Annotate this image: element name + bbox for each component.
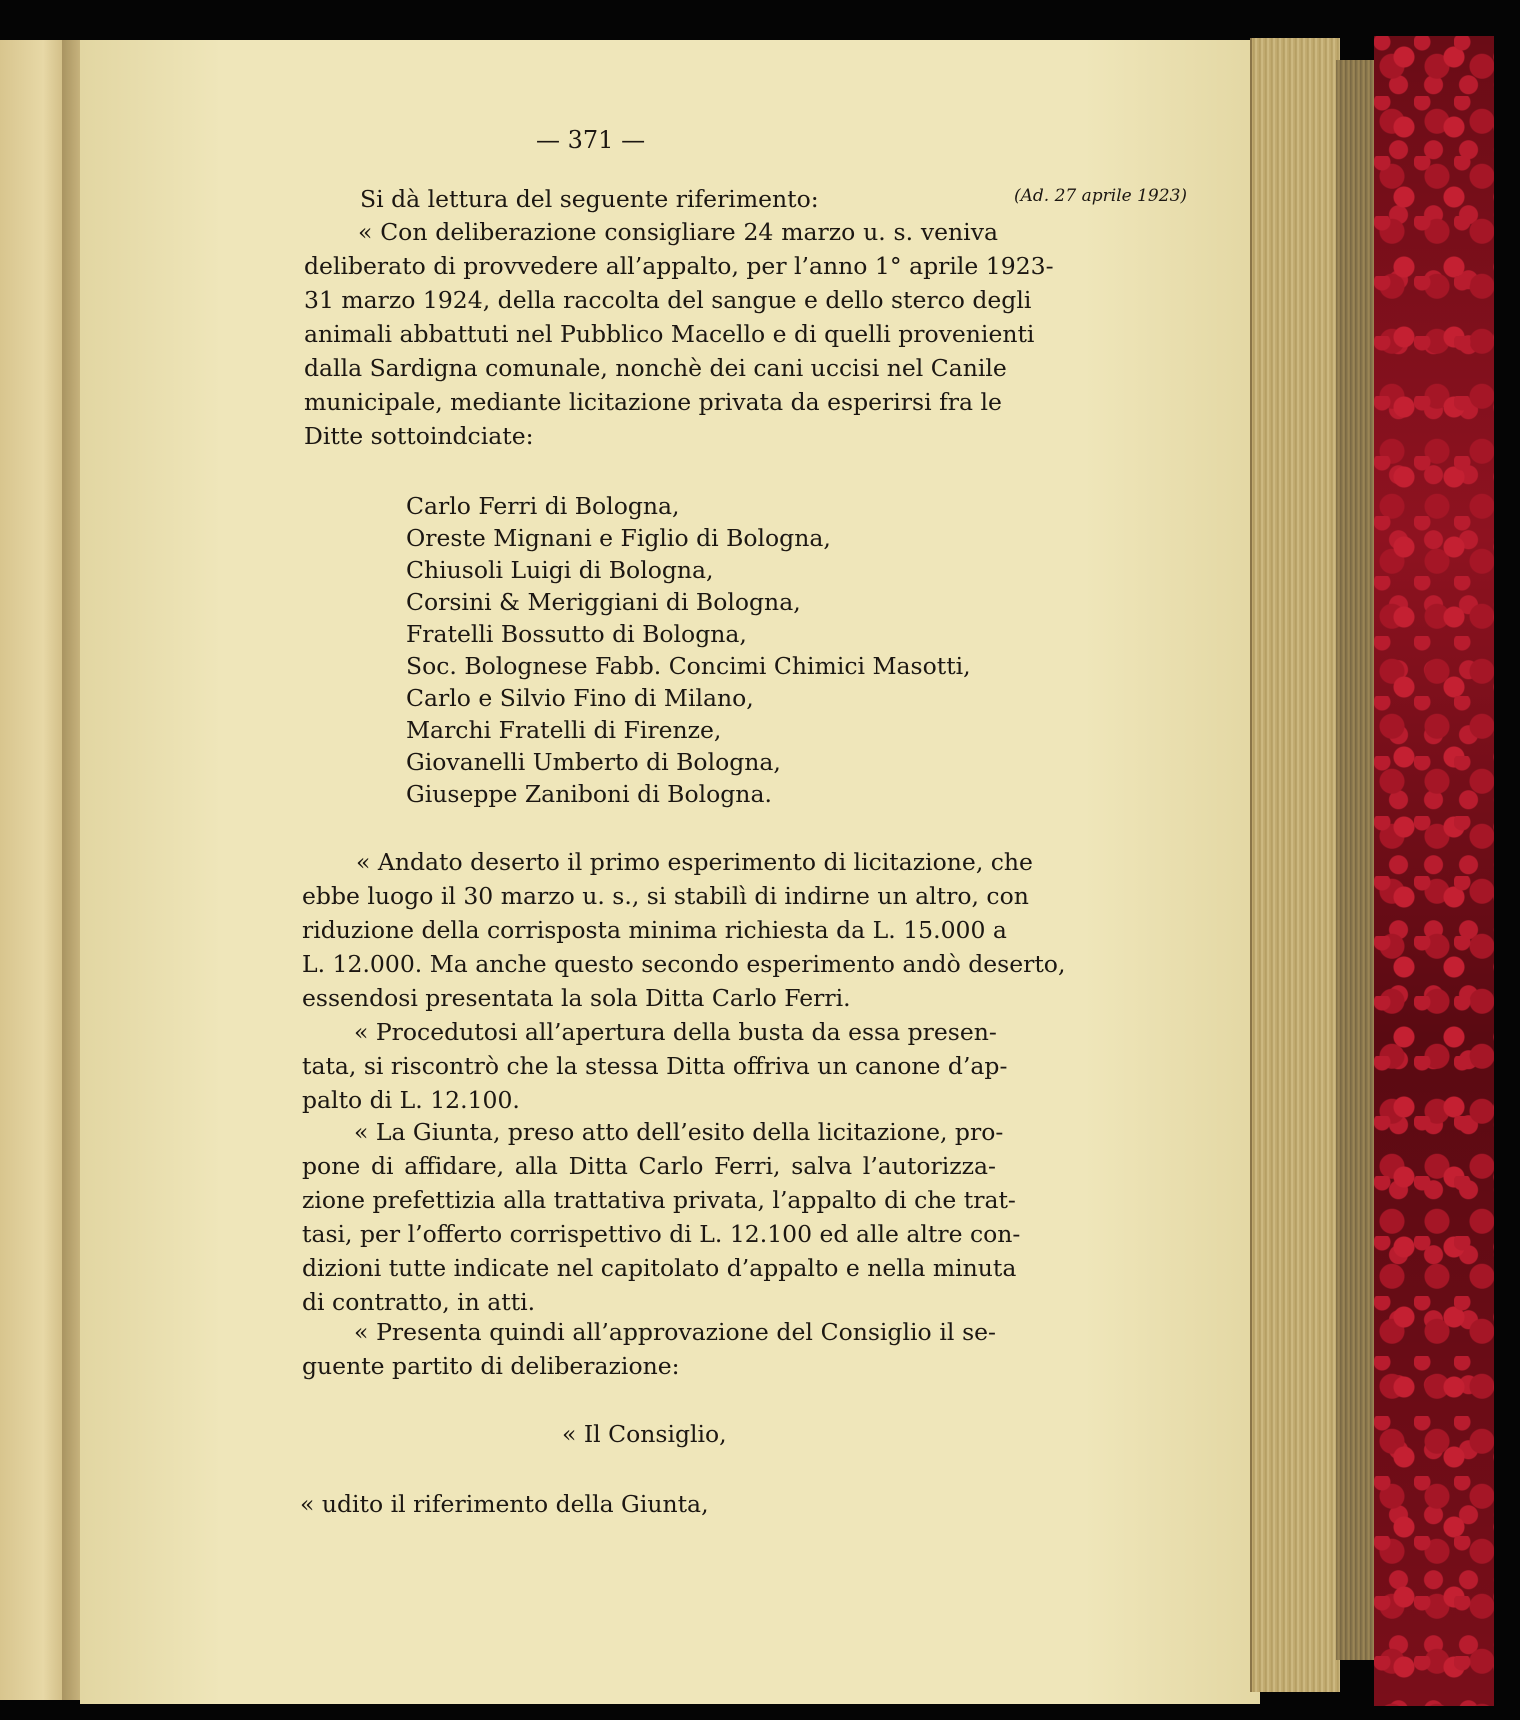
paragraph-4-line: tasi, per l’offerto corrispettivo di L. 12.100 ed alle altre con- — [302, 1220, 1021, 1248]
consiglio-heading: « Il Consiglio, — [562, 1420, 727, 1448]
paragraph-4-line: « La Giunta, preso atto dell’esito della licitazione, pro- — [354, 1118, 1004, 1146]
final-line: « udito il riferimento della Giunta, — [300, 1490, 709, 1518]
paragraph-1-line: Ditte sottoindciate: — [304, 422, 534, 450]
margin-note-date: (Ad. 27 aprile 1923) — [1014, 186, 1188, 206]
firm-list-item: Fratelli Bossutto di Bologna, — [406, 620, 747, 648]
paragraph-2-line: L. 12.000. Ma anche questo secondo esperimento andò deserto, — [302, 950, 1066, 978]
paragraph-1-line: animali abbattuti nel Pubblico Macello e di quelli provenienti — [304, 320, 1035, 348]
firm-list-item: Corsini & Meriggiani di Bologna, — [406, 588, 801, 616]
firm-list-item: Soc. Bolognese Fabb. Concimi Chimici Masotti, — [406, 652, 971, 680]
paragraph-2-line: « Andato deserto il primo esperimento di licitazione, che — [356, 848, 1033, 876]
paragraph-3-line: tata, si riscontrò che la stessa Ditta offriva un canone d’ap- — [302, 1052, 1008, 1080]
firm-list-item: Giovanelli Umberto di Bologna, — [406, 748, 781, 776]
firm-list-item: Carlo Ferri di Bologna, — [406, 492, 680, 520]
paragraph-2-line: ebbe luogo il 30 marzo u. s., si stabilì di indirne un altro, con — [302, 882, 1029, 910]
firm-list-item: Giuseppe Zaniboni di Bologna. — [406, 780, 772, 808]
intro-line: Si dà lettura del seguente riferimento: — [360, 185, 819, 213]
paragraph-3-line: « Procedutosi all’apertura della busta da essa presen- — [354, 1018, 997, 1046]
firm-list-item: Carlo e Silvio Fino di Milano, — [406, 684, 754, 712]
paragraph-5-line: guente partito di deliberazione: — [302, 1352, 680, 1380]
firm-list-item: Marchi Fratelli di Firenze, — [406, 716, 722, 744]
paragraph-1-line: municipale, mediante licitazione privata da esperirsi fra le — [304, 388, 1002, 416]
firm-list-item: Oreste Mignani e Figlio di Bologna, — [406, 524, 831, 552]
paragraph-5-line: « Presenta quindi all’approvazione del Consiglio il se- — [354, 1318, 996, 1346]
paragraph-4-line: zione prefettizia alla trattativa privata, l’appalto di che trat- — [302, 1186, 1016, 1214]
paragraph-3-line: palto di L. 12.100. — [302, 1086, 520, 1114]
page-stack-edges — [1250, 38, 1340, 1692]
firm-list-item: Chiusoli Luigi di Bologna, — [406, 556, 714, 584]
paragraph-2-line: riduzione della corrisposta minima richiesta da L. 15.000 a — [302, 916, 1007, 944]
paragraph-2-line: essendosi presentata la sola Ditta Carlo Ferri. — [302, 984, 851, 1012]
paragraph-1-line: deliberato di provvedere all’appalto, per l’anno 1° aprile 1923- — [304, 252, 1054, 280]
page-stack-shadow — [1336, 60, 1376, 1660]
paragraph-1-line: dalla Sardigna comunale, nonchè dei cani uccisi nel Canile — [304, 354, 1007, 382]
paragraph-4-line: pone di affidare, alla Ditta Carlo Ferri, salva l’autorizza- — [302, 1152, 996, 1180]
paragraph-1-line: « Con deliberazione consigliare 24 marzo u. s. veniva — [358, 218, 998, 246]
book-cover-marbled — [1374, 36, 1494, 1706]
page-number: — 371 — — [536, 126, 646, 154]
paragraph-1-line: 31 marzo 1924, della raccolta del sangue e dello sterco degli — [304, 286, 1032, 314]
paragraph-4-line: di contratto, in atti. — [302, 1288, 536, 1316]
paragraph-4-line: dizioni tutte indicate nel capitolato d’appalto e nella minuta — [302, 1254, 1017, 1282]
